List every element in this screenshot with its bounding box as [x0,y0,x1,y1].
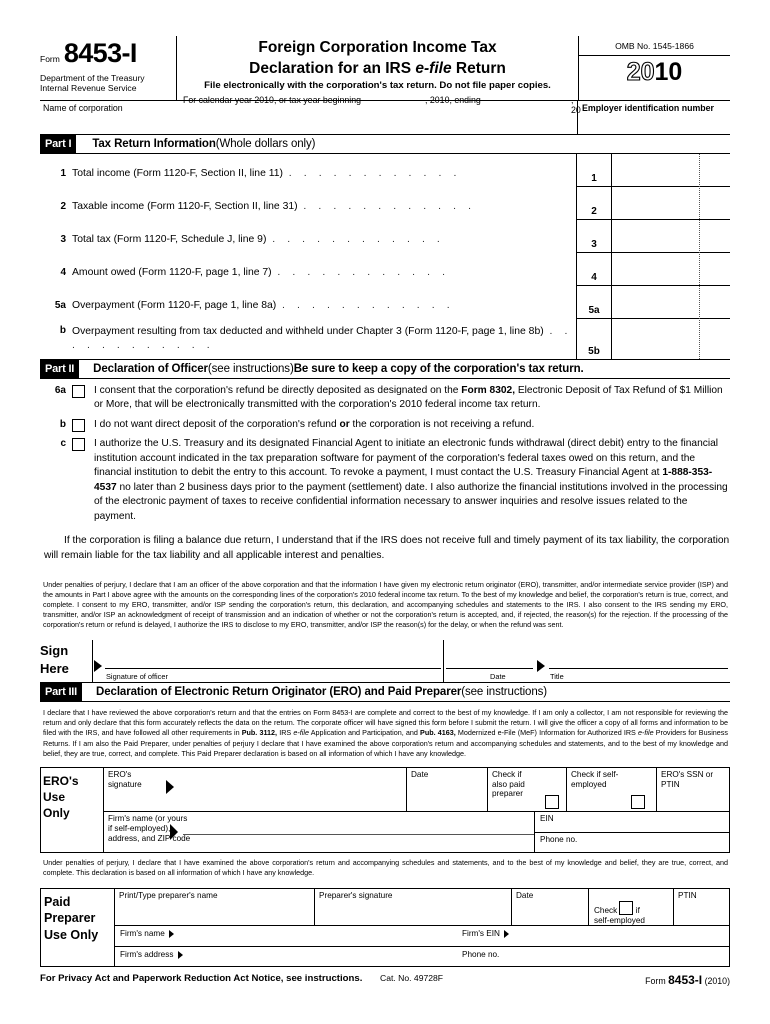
item-text-6a [94,384,730,413]
firm-address-caption: Firm's address [120,949,174,959]
date-rule [446,668,533,669]
sign-here-fields [92,640,730,682]
preparer-signature-field[interactable] [315,889,512,925]
ero-decl-efile-1: e-file [293,728,309,738]
ero-ssn-ptin-field[interactable] [657,768,729,811]
preparer-print-name-caption: Print/Type preparer's name [119,890,218,900]
ero-decl-efile-2: e-file [638,728,654,738]
item-6b-text-a: I do not want direct deposit of the corporation's refund [94,418,340,430]
ero-ssn-caption: ERO's SSN or PTIN [661,769,714,789]
ero-sig-caption-line-2: signature [108,779,142,789]
item-6b-text-b: the corporation is not receiving a refund. [349,418,535,430]
checkbox-6c[interactable] [72,438,85,451]
item-6c-bold-phone: 1-888-353-4537 [94,467,713,493]
firm-ein-caption: Firm's EIN [462,928,500,938]
paid-preparer-block [40,888,730,967]
ero-decl-c: Application and Participation, and [308,728,421,738]
line-text-1 [72,154,576,181]
ero-label-line-1: ERO's [43,773,79,788]
title-rule [549,668,728,669]
leader-dots-1: . . . . . . . . . . . . [288,168,461,179]
consent-item-6c [40,437,730,524]
part-1-title [76,135,315,153]
ero-fields [104,768,729,852]
footer-form-label: Form [645,975,669,986]
arrow-right-icon-ero-sig [166,780,174,794]
part-1-lines [40,154,730,360]
calendar-year-line [181,94,581,115]
item-6c-text-a: I authorize the U.S. Treasury and its designated Financial Agent to initiate an electronic funds withdrawal (direct debit) entry to the financial institution account indicated in the tax preparation software for payment of the corporation's federal taxes owed on this return, and the financial institution to debit the entry to this account. To revoke a payment, I must contact the U.S. Treasury Financial Agent at [94,438,719,479]
footer-form-year: (2010) [702,975,730,986]
ero-decl-pub-4163: Pub. 4163, [420,728,456,738]
leader-dots-4: . . . . . . . . . . . . [277,267,450,278]
title-line2-part-a: Declaration for an IRS [249,59,416,77]
line-number-1: 1 [60,168,66,179]
part-1-header [40,135,730,154]
header-omb-block [578,36,730,100]
ero-top-row [104,768,729,812]
preparer-firm-name-row[interactable] [115,926,729,947]
part-3-title-bold: Declaration of Electronic Return Originator (ERO) and Paid Preparer [96,686,462,699]
ero-ein-phone-column [535,812,729,852]
part-3-title [82,683,547,701]
part-1-row-5b [40,319,576,359]
title-line2-part-b: Return [451,59,506,77]
name-of-corporation-label: Name of corporation [43,103,123,113]
form-8453i [40,36,730,987]
amount-input-5a[interactable] [612,286,730,319]
title-efile-italic: e-file [415,59,452,77]
item-text-6b [94,418,730,432]
arrow-right-icon-ero-firm [170,824,178,840]
department-line-1: Department of the Treasury [40,73,145,83]
part-2-title-bold-1: Declaration of Officer [93,363,208,375]
box-number-4: 4 [577,253,611,286]
preparer-phone-caption: Phone no. [462,949,500,959]
ero-ein-caption: EIN [540,813,554,823]
paid-preparer-perjury-paragraph: Under penalties of perjury, I declare that I have examined the above corporation's return and accompanying schedules and statements, and to the best of my knowledge and belief, they are true, correct, and complete. This declaration is based on all information of which I have any knowledge. [43,857,728,877]
ero-check-self-caption [571,770,618,790]
consent-item-6a [40,384,730,413]
amount-input-3[interactable] [612,220,730,253]
check-self-line-2: employed [571,779,607,789]
ero-date-field[interactable] [407,768,488,811]
privacy-act-notice: For Privacy Act and Paperwork Reduction Act Notice, see instructions. [40,972,363,984]
ero-decl-e: Providers for Business Returns. If I am also the Paid Preparer, under penalties of perjury I declare that I have examined the above corporation's return and accompanying schedules and statements, and to the best of my knowledge and belief, they are true, correct, and complete. This Paid Preparer declaration is based on all information of which I have any knowledge. [43,728,728,758]
preparer-self-employed-check[interactable] [589,889,674,925]
line-number-5b: b [59,325,66,336]
paid-label-line-1: Paid [44,894,71,909]
officer-signature-field[interactable] [93,640,443,682]
officer-date-caption: Date [490,672,506,682]
firm-caption-line-3: address, and ZIP code [108,834,191,844]
item-label-6c: c [60,438,66,450]
line-text-5b [72,319,576,353]
ero-decl-d: Modernized e-File (MeF) Information for Authorized IRS [455,728,638,738]
paid-label-line-3: Use Only [44,927,99,942]
item-label-6a: 6a [54,385,66,396]
leader-dots-3: . . . . . . . . . . . . [272,234,445,245]
leader-dots-2: . . . . . . . . . . . . [303,201,476,212]
checkbox-ero-self-employed[interactable] [631,795,645,809]
amount-input-1[interactable] [612,154,730,187]
amount-input-4[interactable] [612,253,730,286]
line-text-4 [72,253,576,280]
balance-due-paragraph [40,534,730,564]
paid-preparer-label [41,889,115,966]
line-number-5a: 5a [54,300,66,311]
line-desc-5a: Overpayment (Form 1120-F, page 1, line 8a) [72,300,277,311]
preparer-signature-caption: Preparer's signature [319,890,393,900]
ero-decl-pub-3112: Pub. 3112, [241,728,278,738]
item-6b-bold: or [339,418,350,430]
part-2-tag: Part II [40,360,79,378]
firm-name-caption: Firm's name [120,928,165,938]
item-6a-text-b: Electronic Deposit of Tax Refund of $1 Million or More, that will be electronically transmitted with the corporation's 2010 federal income tax return. [94,385,723,411]
preparer-ptin-caption: PTIN [678,890,697,900]
paid-preparer-top-row [115,889,729,926]
form-title-line-1: Foreign Corporation Income Tax [258,39,497,56]
part-3-header [40,682,730,702]
box-number-5a: 5a [577,286,611,319]
paid-preparer-fields [115,889,729,966]
ein-label: Employer identification number [582,103,714,113]
calendar-year-text-1: For calendar year 2010, or tax year beginning [183,94,361,105]
box-number-1: 1 [577,154,611,187]
preparer-print-name-field[interactable] [115,889,315,925]
form-subtitle: File electronically with the corporation's tax return. Do not file paper copies. [204,79,551,91]
ero-check-paid-caption [492,770,525,800]
box-number-2: 2 [577,187,611,220]
form-number: 8453-I [63,38,137,68]
part-1-line-number-column [576,154,612,359]
sign-here-label-line-2: Here [40,660,69,676]
item-label-6b: b [59,418,66,430]
tax-year [579,60,730,85]
line-number-2: 2 [60,201,66,212]
department-block [40,73,170,93]
check-paid-line-2: also paid [492,779,525,789]
ero-firm-rule [183,834,534,835]
firm-ein-caption-wrap [462,929,511,938]
part-1-title-regular: (Whole dollars only) [215,138,316,150]
tax-year-prefix: 20 [626,58,655,86]
firm-name-caption-wrap [120,929,176,938]
checkbox-6b[interactable] [72,419,85,432]
line-desc-2: Taxable income (Form 1120-F, Section II, line 31) [72,201,298,212]
part-1-row-4 [40,253,576,286]
officer-perjury-paragraph: Under penalties of perjury, I declare that I am an officer of the above corporation and that the information I have given my electronic return originator (ERO), transmitter, and/or intermediate service provider (ISP) and the amounts in Part I above agree with the amounts on the corresponding lines of the corporation's 2010 federal income tax return. To the best of my knowledge and belief, the corporation's return is true, correct, and complete. I consent to my ERO, transmitter, and/or ISP sending the corporation's return, this declaration, and accompanying schedules and statements to the IRS. I also consent to the IRS sending my ERO, transmitter, and/or ISP an acknowledgment of receipt of transmission and an indication of whether or not the corporation's return is accepted, and, if rejected, the reason(s) for the rejection. If the processing of the corporation's return or refund is delayed, I authorize the IRS to disclose to my ERO, transmitter, and/or ISP the reason(s) for the delay, or when the refund was sent. [43,579,728,630]
check-self-line-1: Check if self- [571,769,619,779]
part-1-tag: Part I [40,135,76,153]
part-1-row-1 [40,154,576,187]
part-1-row-5a [40,286,576,319]
officer-date-field[interactable] [443,640,535,682]
part-3-tag: Part III [40,683,82,701]
ero-signature-caption [108,770,142,790]
item-6a-bold: Form 8302, [461,385,516,396]
footer-form-number: 8453-I [668,972,703,987]
line-number-4: 4 [60,267,66,278]
line-text-5a [72,286,576,313]
department-line-2: Internal Revenue Service [40,83,137,94]
officer-title-field[interactable] [535,640,730,682]
consent-item-6b [40,418,730,432]
officer-signature-caption: Signature of officer [106,672,168,682]
line-desc-1: Total income (Form 1120-F, Section II, line 11) [72,168,283,179]
item-6a-text-a: I consent that the corporation's refund be directly deposited as designated on the [94,385,462,396]
part-2-title-regular: (see instructions) [207,363,294,375]
firm-address-caption-wrap [120,950,185,959]
part-2-title [79,360,583,378]
paid-label-line-2: Preparer [44,911,96,926]
sign-here-block [40,640,730,682]
checkbox-6a[interactable] [72,385,85,398]
firm-caption-line-1: Firm's name (or yours [108,813,188,823]
ero-bottom-row [104,812,729,852]
box-number-3: 3 [577,220,611,253]
leader-dots-5a: . . . . . . . . . . . . [282,300,455,311]
sign-here-label-line-1: Sign [40,643,69,659]
header-title-block [177,36,581,115]
calendar-year-text-2: , 2010, ending [425,94,481,105]
amount-input-2[interactable] [612,187,730,220]
header-form-identity [40,36,177,100]
item-text-6c [94,437,730,524]
sign-here-label [40,640,92,682]
signature-rule [105,668,441,669]
line-text-3 [72,220,576,247]
preparer-check-text-a: Check [594,905,620,915]
officer-title-caption: Title [550,672,564,682]
footer-form-id [645,973,730,987]
catalog-number: Cat. No. 49728F [380,972,444,983]
firm-caption-line-2: if self-employed), [108,823,171,833]
form-label: Form [40,54,60,64]
part-3-title-regular: (see instructions) [461,686,548,699]
line-text-2 [72,187,576,214]
balance-due-text: If the corporation is filing a balance due return, I understand that if the IRS does not receive full and timely payment of its tax liability, the corporation will remain liable for the tax liability and all applicable interest and penalties. [44,535,730,562]
line-number-3: 3 [60,234,66,245]
ero-use-only-label [41,768,104,852]
part-1-row-3 [40,220,576,253]
part-1-row-2 [40,187,576,220]
arrow-right-icon-title [537,660,545,672]
arrow-right-icon-firm-address [178,951,183,959]
ero-use-only-block [40,767,730,853]
ero-decl-b: IRS [277,728,294,738]
ero-declaration-paragraph [40,708,730,758]
ero-label-line-3: Only [43,805,70,820]
ero-check-self-employed[interactable] [567,768,657,811]
calendar-year-text-3: , 20 [571,94,581,115]
part-2-body [40,384,730,630]
ero-date-caption: Date [411,769,429,779]
checkbox-preparer-self-employed[interactable] [619,901,633,915]
preparer-date-field[interactable] [512,889,589,925]
preparer-check-text-b: if [633,905,640,915]
form-title-line-2 [181,60,574,78]
box-number-5b: 5b [588,346,600,357]
ero-phone-caption: Phone no. [540,834,578,844]
preparer-firm-address-row[interactable] [115,947,729,966]
part-1-amount-column [612,154,730,359]
tax-year-suffix: 10 [654,58,683,86]
ero-decl-a: I declare that I have reviewed the above corporation's return and that the entries on Form 8453-I are complete and correct to the best of my knowledge. If I am only a collector, I am not responsible for reviewing the return and only declare that this form accurately reflects the data on the return. The corporate officer will have signed this form before I submit the return. I will give the officer a copy of all forms and information to be filed with the IRS, and have followed all other requirements in [43,708,728,738]
ero-firm-name-address-field[interactable] [104,812,535,852]
employer-identification-number-field[interactable] [578,101,730,134]
item-6c-text-b: no later than 2 business days prior to the payment (settlement) date. I also authorize the financial institutions involved in the processing of the electronic payment of taxes to receive confidential information necessary to answer inquiries and resolve issues related to the payment. [94,481,728,522]
part-1-title-bold: Tax Return Information [92,138,216,150]
ero-sig-caption-line-1: ERO's [108,769,132,779]
line-desc-4: Amount owed (Form 1120-F, page 1, line 7) [72,267,272,278]
check-paid-line-3: preparer [492,789,523,799]
footer-inner [40,972,730,987]
ero-ein-field[interactable] [535,812,729,833]
ero-label-line-2: Use [43,789,66,804]
preparer-date-caption: Date [516,890,534,900]
line-desc-5b: Overpayment resulting from tax deducted and withheld under Chapter 3 (Form 1120-F, page 1, line 8b) [72,326,544,337]
amount-input-5b[interactable] [612,319,730,359]
part-2-header [40,360,730,379]
check-paid-line-1: Check if [492,769,522,779]
form-footer [40,972,730,987]
part-2-title-bold-2: Be sure to keep a copy of the corporation's tax return. [293,363,584,375]
line-desc-3: Total tax (Form 1120-F, Schedule J, line 9) [72,234,267,245]
part-1-descriptions [40,154,576,359]
leader-dots-5b: . . . . . . . . . . . . [72,326,572,352]
preparer-check-line-2: self-employed [594,915,645,925]
preparer-ptin-field[interactable] [674,889,729,925]
ero-check-also-paid-preparer[interactable] [488,768,567,811]
omb-number: OMB No. 1545-1866 [579,36,730,56]
arrow-right-icon-firm-ein [504,930,509,938]
ero-phone-field[interactable] [535,833,729,852]
arrow-right-icon-firm-name [169,930,174,938]
arrow-right-icon [94,660,102,672]
ero-signature-field[interactable] [104,768,407,811]
checkbox-also-paid-preparer[interactable] [545,795,559,809]
